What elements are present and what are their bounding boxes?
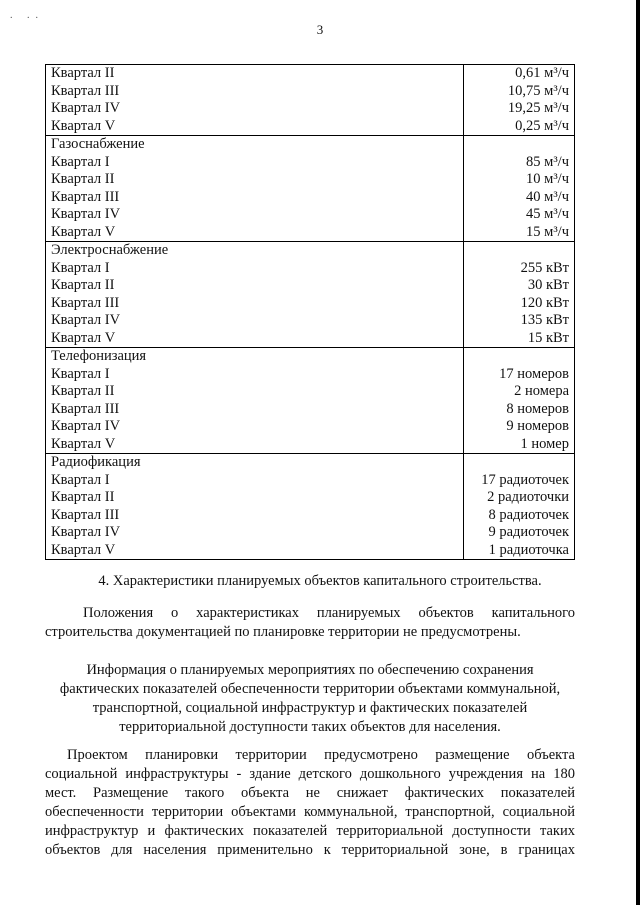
table-row: [46, 83, 575, 101]
table-group: [46, 136, 575, 242]
scan-edge: [636, 0, 640, 905]
paragraph-line: мест. Размещение такого объекта не снижает фактических показателей: [45, 785, 575, 801]
table-row: [46, 189, 575, 207]
row-value: 10 м³/ч: [464, 171, 575, 189]
paragraph-characteristics: [45, 604, 575, 642]
table-row: [46, 330, 575, 348]
row-label: Квартал I: [46, 472, 464, 490]
table-row: [46, 224, 575, 242]
paragraph-line: Положения о характеристиках планируемых объектов капитального: [83, 605, 575, 621]
table-row: [46, 436, 575, 454]
row-label: Квартал IV: [46, 418, 464, 436]
utilities-table: [45, 64, 575, 560]
table-row: [46, 154, 575, 172]
group-header-row: [46, 348, 575, 366]
row-value: 17 радиоточек: [464, 472, 575, 490]
row-label: Квартал IV: [46, 312, 464, 330]
paragraph-line: строительства документацией по планировке территории не предусмотрены.: [45, 624, 521, 640]
row-value: 8 номеров: [464, 401, 575, 419]
row-label: Квартал IV: [46, 524, 464, 542]
row-value: 1 радиоточка: [464, 542, 575, 560]
paragraph-line: социальной инфраструктуры - здание детского дошкольного учреждения на 180: [45, 766, 575, 782]
group-header-row: [46, 454, 575, 472]
table-row: [46, 418, 575, 436]
row-value: 85 м³/ч: [464, 154, 575, 172]
row-value: 9 номеров: [464, 418, 575, 436]
table-group: [46, 242, 575, 348]
table-row: [46, 295, 575, 313]
table-row: [46, 489, 575, 507]
paragraph-line: транспортной, социальной инфраструктур и фактических показателей: [92, 700, 528, 716]
section-heading: 4. Характеристики планируемых объектов капитального строительства.: [98, 573, 542, 589]
row-label: Квартал II: [46, 171, 464, 189]
table-group: [46, 348, 575, 454]
row-label: Квартал IV: [46, 100, 464, 118]
row-value: 9 радиоточек: [464, 524, 575, 542]
group-title-value-cell: [464, 348, 575, 366]
row-value: 135 кВт: [464, 312, 575, 330]
paragraph-line: обеспеченности территории объектами коммунальной, транспортной, социальной: [45, 804, 575, 820]
row-value: 40 м³/ч: [464, 189, 575, 207]
paragraph-line: фактических показателей обеспеченности территории объектами коммунальной,: [59, 681, 561, 697]
group-title: Газоснабжение: [46, 136, 464, 154]
table-row: [46, 100, 575, 118]
row-label: Квартал V: [46, 330, 464, 348]
table-row: [46, 472, 575, 490]
row-value: 45 м³/ч: [464, 206, 575, 224]
scan-mark: . ..: [10, 10, 44, 21]
table-row: [46, 366, 575, 384]
row-label: Квартал III: [46, 83, 464, 101]
paragraph-line: Проектом планировки территории предусмотрено размещение объекта: [67, 747, 575, 763]
row-label: Квартал V: [46, 118, 464, 136]
row-label: Квартал V: [46, 542, 464, 560]
group-title: Телефонизация: [46, 348, 464, 366]
table-row: [46, 206, 575, 224]
table-group: [46, 65, 575, 136]
row-value: 19,25 м³/ч: [464, 100, 575, 118]
row-value: 120 кВт: [464, 295, 575, 313]
table-row: [46, 542, 575, 560]
table-row: [46, 383, 575, 401]
row-label: Квартал III: [46, 189, 464, 207]
row-value: 2 радиоточки: [464, 489, 575, 507]
group-title: Радиофикация: [46, 454, 464, 472]
group-title-value-cell: [464, 454, 575, 472]
row-label: Квартал II: [46, 65, 464, 83]
group-header-row: [46, 136, 575, 154]
row-value: 30 кВт: [464, 277, 575, 295]
table-row: [46, 277, 575, 295]
row-label: Квартал II: [46, 383, 464, 401]
paragraph-measures-heading: [45, 661, 575, 737]
row-value: 0,25 м³/ч: [464, 118, 575, 136]
row-value: 17 номеров: [464, 366, 575, 384]
group-title: Электроснабжение: [46, 242, 464, 260]
table-row: [46, 524, 575, 542]
row-value: 15 м³/ч: [464, 224, 575, 242]
table-row: [46, 118, 575, 136]
row-value: 2 номера: [464, 383, 575, 401]
row-label: Квартал I: [46, 260, 464, 278]
row-value: 255 кВт: [464, 260, 575, 278]
table-row: [46, 171, 575, 189]
row-label: Квартал I: [46, 154, 464, 172]
paragraph-line: объектов для населения применительно к территориальной зоне, в границах: [45, 842, 575, 858]
table-row: [46, 65, 575, 83]
group-title-value-cell: [464, 136, 575, 154]
row-label: Квартал V: [46, 436, 464, 454]
paragraph-line: инфраструктур и фактических показателей территориальной доступности таких: [45, 823, 575, 839]
table-row: [46, 507, 575, 525]
row-label: Квартал III: [46, 295, 464, 313]
row-value: 1 номер: [464, 436, 575, 454]
paragraph-project: [45, 746, 575, 860]
group-title-value-cell: [464, 242, 575, 260]
row-label: Квартал III: [46, 507, 464, 525]
table-row: [46, 260, 575, 278]
table-row: [46, 401, 575, 419]
row-label: Квартал II: [46, 489, 464, 507]
row-label: Квартал V: [46, 224, 464, 242]
row-label: Квартал I: [46, 366, 464, 384]
table-group: [46, 454, 575, 560]
row-value: 10,75 м³/ч: [464, 83, 575, 101]
paragraph-line: Информация о планируемых мероприятиях по обеспечению сохранения: [86, 662, 534, 678]
paragraph-line: территориальной доступности таких объектов для населения.: [119, 719, 501, 735]
row-label: Квартал IV: [46, 206, 464, 224]
group-header-row: [46, 242, 575, 260]
row-value: 0,61 м³/ч: [464, 65, 575, 83]
page-number: 3: [316, 22, 324, 37]
row-value: 15 кВт: [464, 330, 575, 348]
row-value: 8 радиоточек: [464, 507, 575, 525]
row-label: Квартал II: [46, 277, 464, 295]
row-label: Квартал III: [46, 401, 464, 419]
table-row: [46, 312, 575, 330]
